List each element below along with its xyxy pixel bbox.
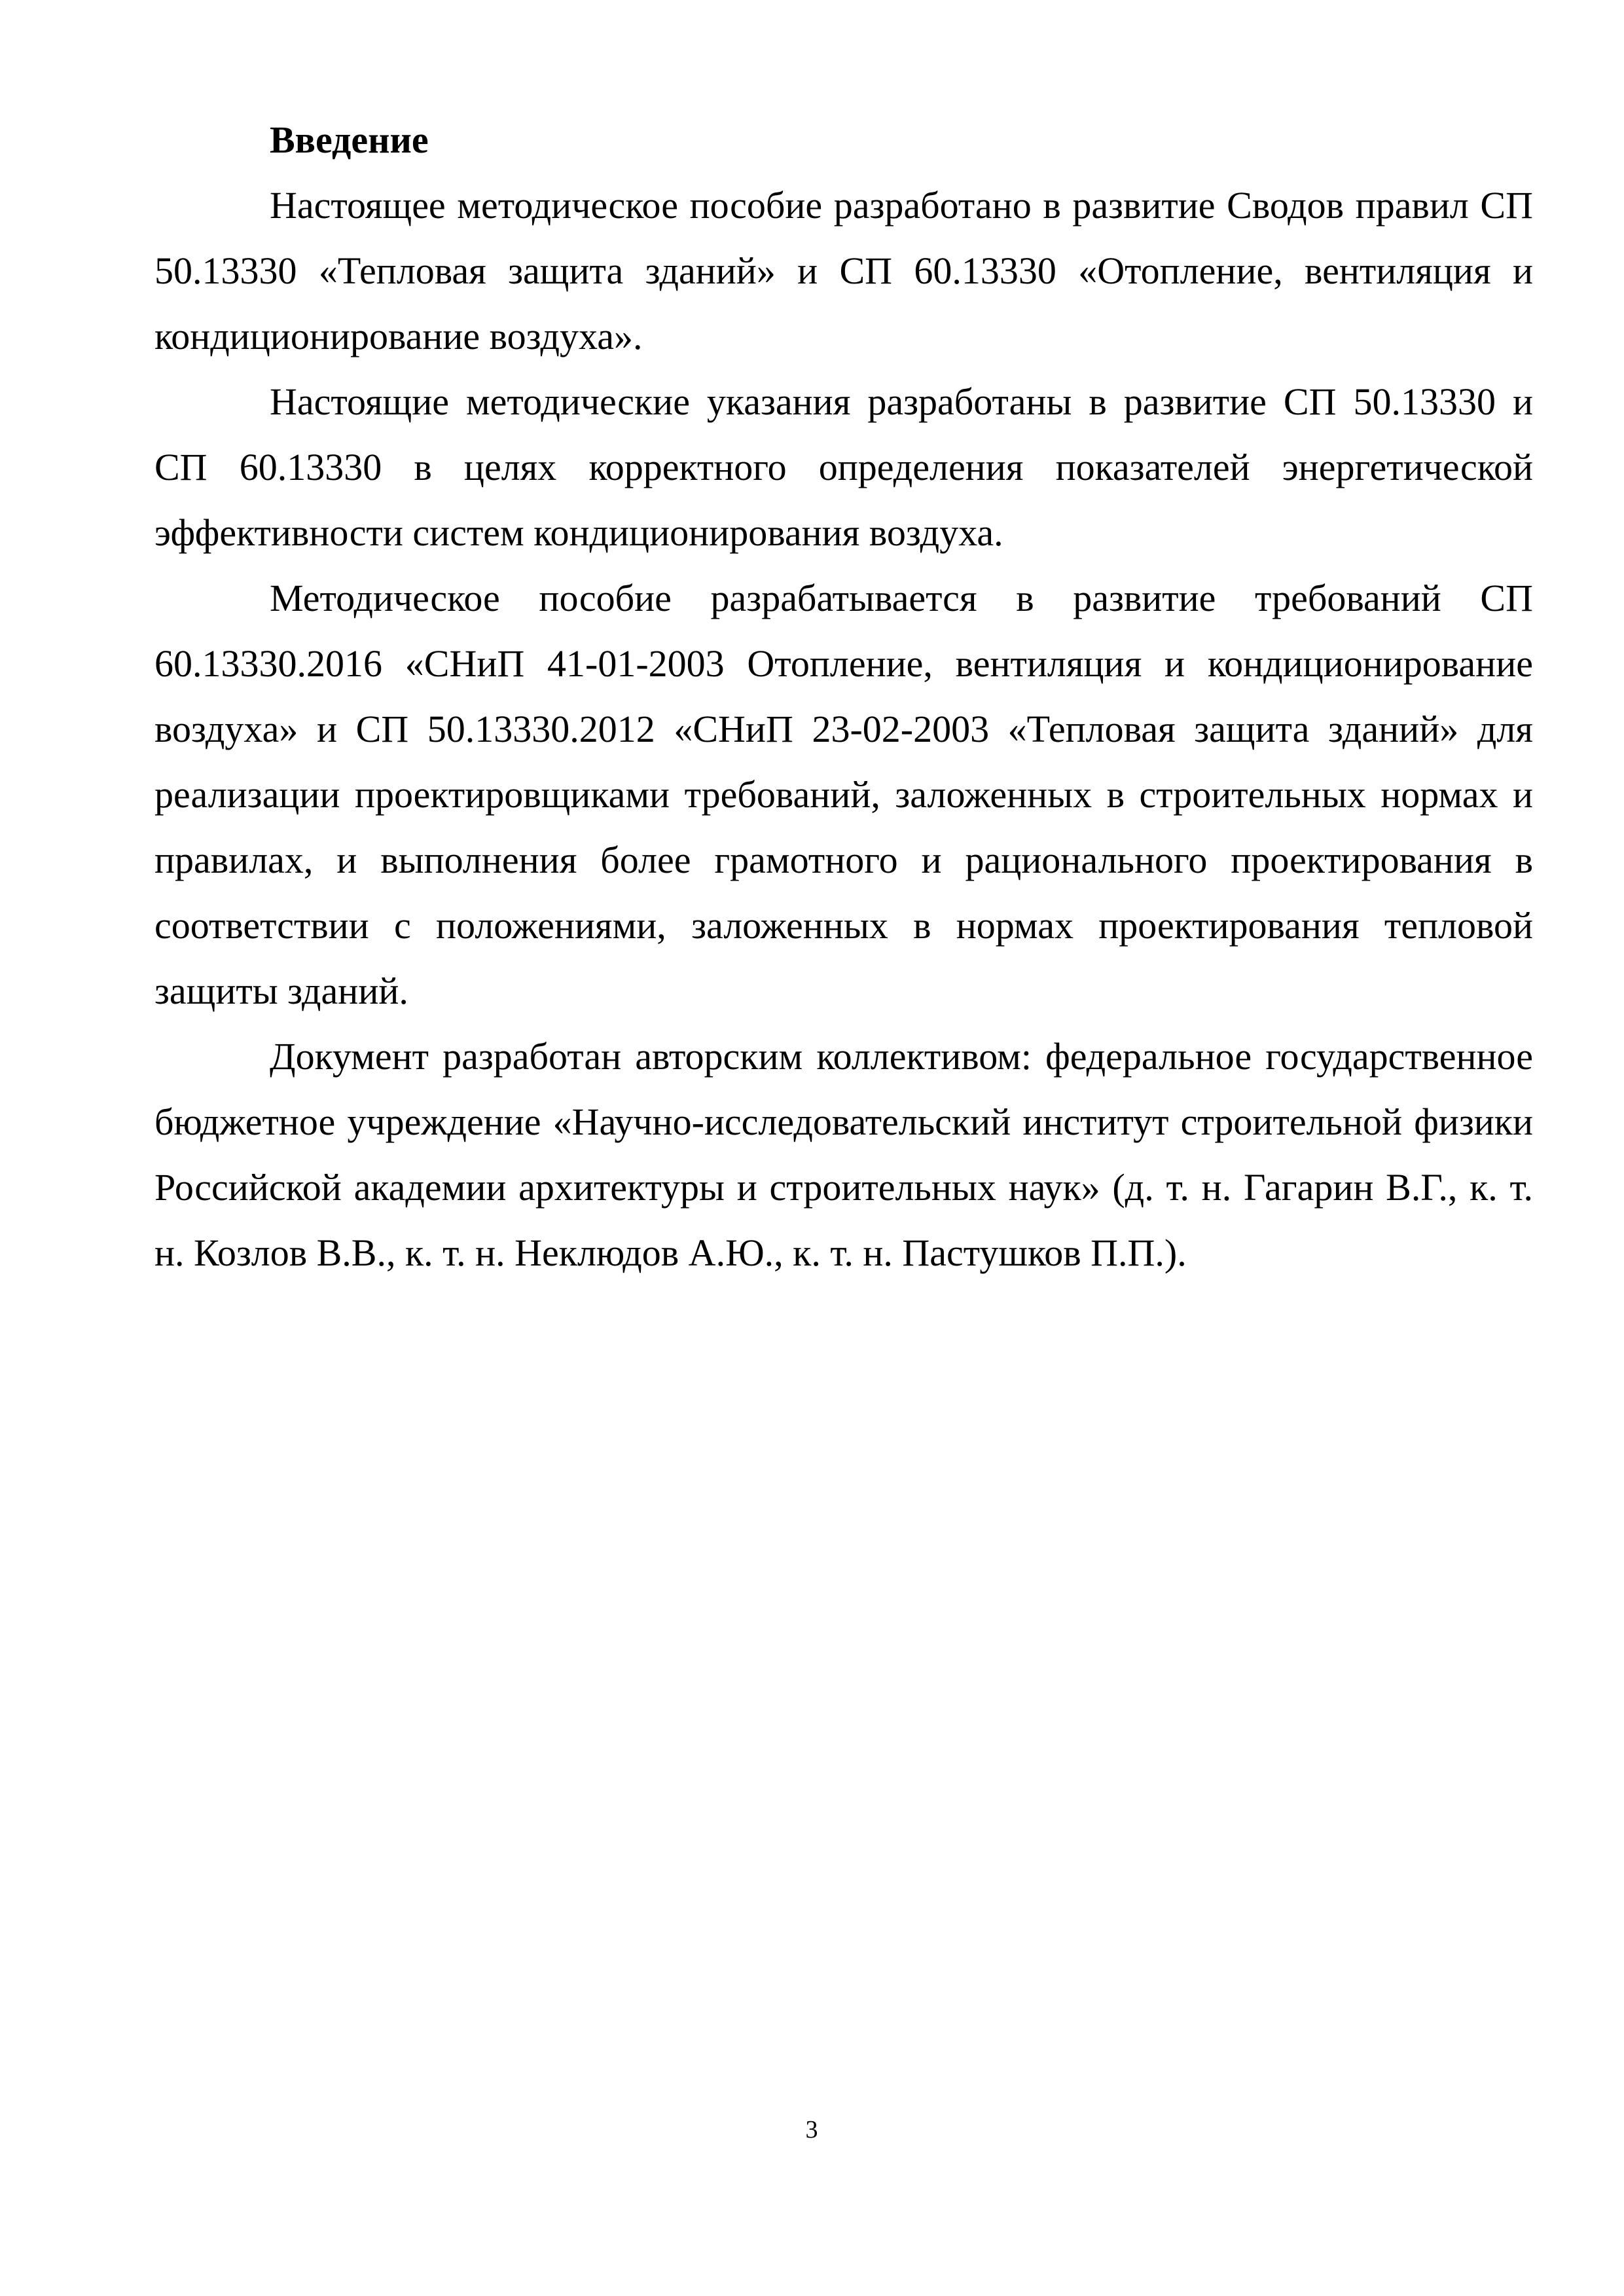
paragraph-3: Методическое пособие разрабатывается в развитие требований СП 60.13330.2016 «СНиП 41-01-2003 Отопление, вентиляция и кондиционирование воздуха» и СП 50.13330.2012 «СНиП 23-02-2003 «Тепловая защита зданий» для реализации проектировщиками требований, заложенных в строительных нормах и правилах, и выполнения более грамотного и рационального проектирования в соответствии с положениями, заложенных в нормах проектирования тепловой защиты зданий.	[154, 577, 1533, 1012]
page-content	[154, 107, 1533, 1286]
paragraph-4: Документ разработан авторским коллективом: федеральное государственное бюджетное учреждение «Научно-исследовательский институт строительной физики Российской академии архитектуры и строительных наук» (д. т. н. Гагарин В.Г., к. т. н. Козлов В.В., к. т. н. Неклюдов А.Ю., к. т. н. Пастушков П.П.).	[154, 1035, 1533, 1274]
section-heading: Введение	[270, 118, 429, 161]
paragraph-2: Настоящие методические указания разработаны в развитие СП 50.13330 и СП 60.13330 в целях корректного определения показателей энергетической эффективности систем кондиционирования воздуха.	[154, 380, 1533, 554]
paragraph-1: Настоящее методическое пособие разработано в развитие Сводов правил СП 50.13330 «Тепловая защита зданий» и СП 60.13330 «Отопление, вентиляция и кондиционирование воздуха».	[154, 184, 1533, 357]
page-number: 3	[805, 2116, 818, 2143]
